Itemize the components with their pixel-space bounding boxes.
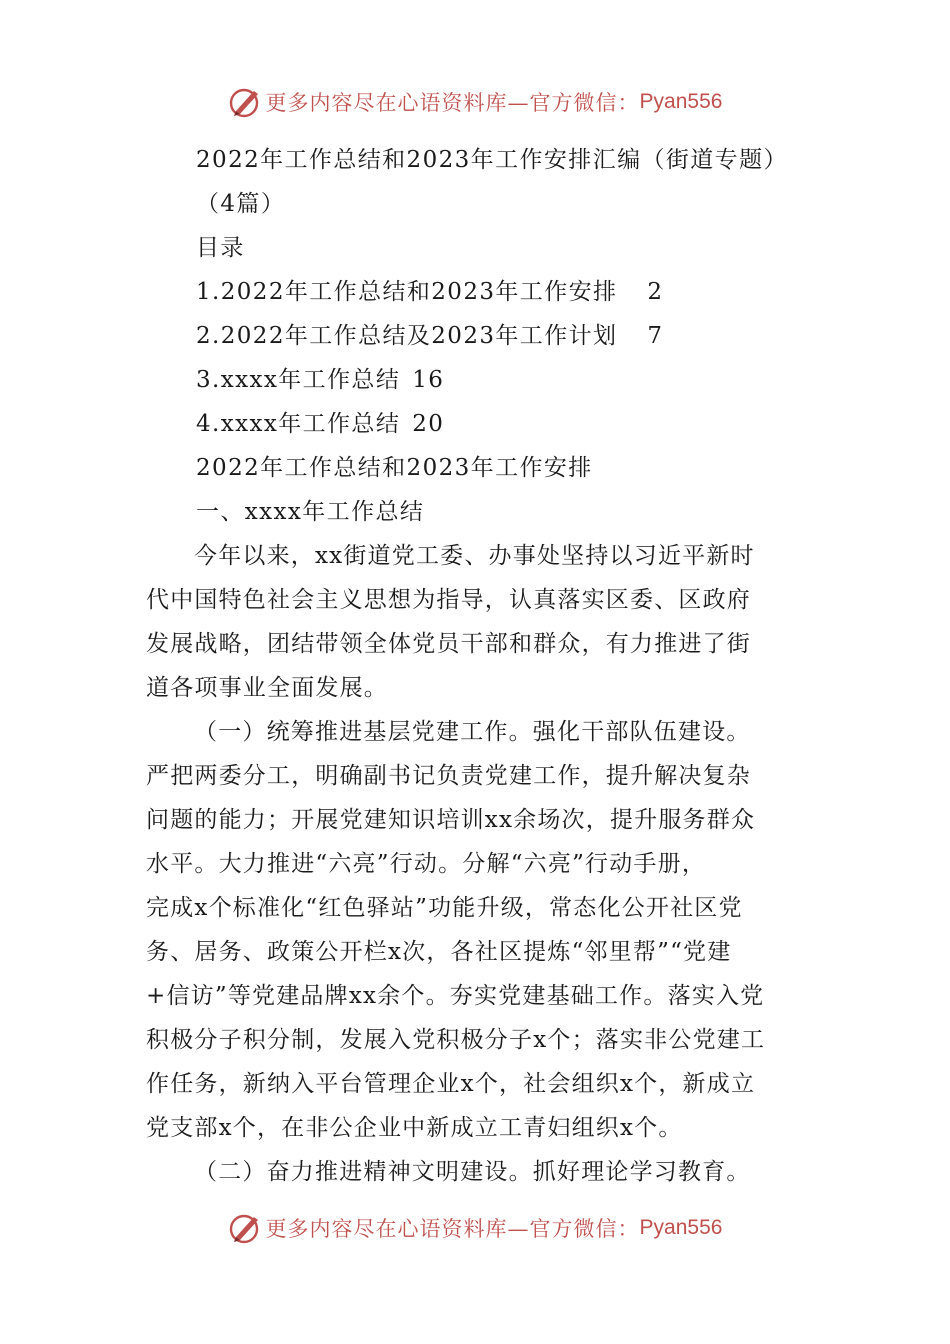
watermark-wechat-id: Pyan556 xyxy=(639,1216,723,1239)
document-title: 2022年工作总结和2023年工作安排汇编（街道专题） xyxy=(196,147,788,173)
toc-item-label: 2.2022年工作总结及2023年工作计划 xyxy=(196,323,618,349)
paragraph xyxy=(146,710,816,1150)
toc-item-label: 1.2022年工作总结和2023年工作安排 xyxy=(196,279,618,305)
paragraph-line: 积极分子积分制，发展入党积极分子x个；落实非公党建工 xyxy=(146,1027,766,1053)
pen-circle-logo-icon xyxy=(228,1211,262,1245)
paragraph-line: 发展战略，团结带领全体党员干部和群众，有力推进了街 xyxy=(146,631,751,657)
paragraph-line: （一）统筹推进基层党建工作。强化干部队伍建设。 xyxy=(194,719,751,745)
toc-heading: 目录 xyxy=(196,235,245,261)
paragraph-line: 水平。大力推进“六亮”行动。分解“六亮”行动手册， xyxy=(146,851,707,877)
toc-item xyxy=(146,270,816,314)
pen-circle-logo-icon xyxy=(228,85,262,119)
paragraph-line: （二）奋力推进精神文明建设。抓好理论学习教育。 xyxy=(194,1159,751,1185)
subsection-title: 一、xxxx年工作总结 xyxy=(196,499,425,525)
paragraph-line: 问题的能力；开展党建知识培训xx余场次，提升服务群众 xyxy=(146,807,756,833)
paragraph-line: 严把两委分工，明确副书记负责党建工作，提升解决复杂 xyxy=(146,763,751,789)
paragraph-line: 务、居务、政策公开栏x次，各社区提炼“邻里帮”“党建 xyxy=(146,939,732,965)
paragraph-line: 道各项事业全面发展。 xyxy=(146,675,388,701)
watermark-text: 更多内容尽在心语资料库—官方微信： xyxy=(265,91,640,115)
toc-item-label: 3.xxxx年工作总结 xyxy=(196,367,401,393)
paragraph-line: 今年以来，xx街道党工委、办事处坚持以习近平新时 xyxy=(194,543,755,569)
toc-item-label: 4.xxxx年工作总结 xyxy=(196,411,401,437)
watermark-wechat-id: Pyan556 xyxy=(639,90,723,113)
toc-item-page: 20 xyxy=(412,411,445,437)
toc-item-page: 7 xyxy=(647,323,664,349)
paragraph-line: 完成x个标准化“红色驿站”功能升级，常态化公开社区党 xyxy=(146,895,743,921)
paragraph-line: 代中国特色社会主义思想为指导，认真落实区委、区政府 xyxy=(146,587,751,613)
watermark-banner-top xyxy=(0,82,950,122)
document-body xyxy=(146,138,816,1194)
document-title-count: （4篇） xyxy=(196,191,286,217)
toc-item-page: 16 xyxy=(412,367,445,393)
paragraph-line: 作任务，新纳入平台管理企业x个，社会组织x个，新成立 xyxy=(146,1071,756,1097)
toc-item-page: 2 xyxy=(647,279,664,305)
paragraph xyxy=(146,534,816,710)
paragraph xyxy=(146,1150,816,1194)
section-title: 2022年工作总结和2023年工作安排 xyxy=(196,455,593,481)
toc-item xyxy=(146,402,816,446)
watermark-text: 更多内容尽在心语资料库—官方微信： xyxy=(265,1217,640,1241)
toc-item xyxy=(146,314,816,358)
watermark-banner-bottom xyxy=(0,1208,950,1248)
toc-item xyxy=(146,358,816,402)
paragraph-line: 党支部x个，在非公企业中新成立工青妇组织x个。 xyxy=(146,1115,683,1141)
paragraph-line: +信访”等党建品牌xx余个。夯实党建基础工作。落实入党 xyxy=(146,983,765,1009)
